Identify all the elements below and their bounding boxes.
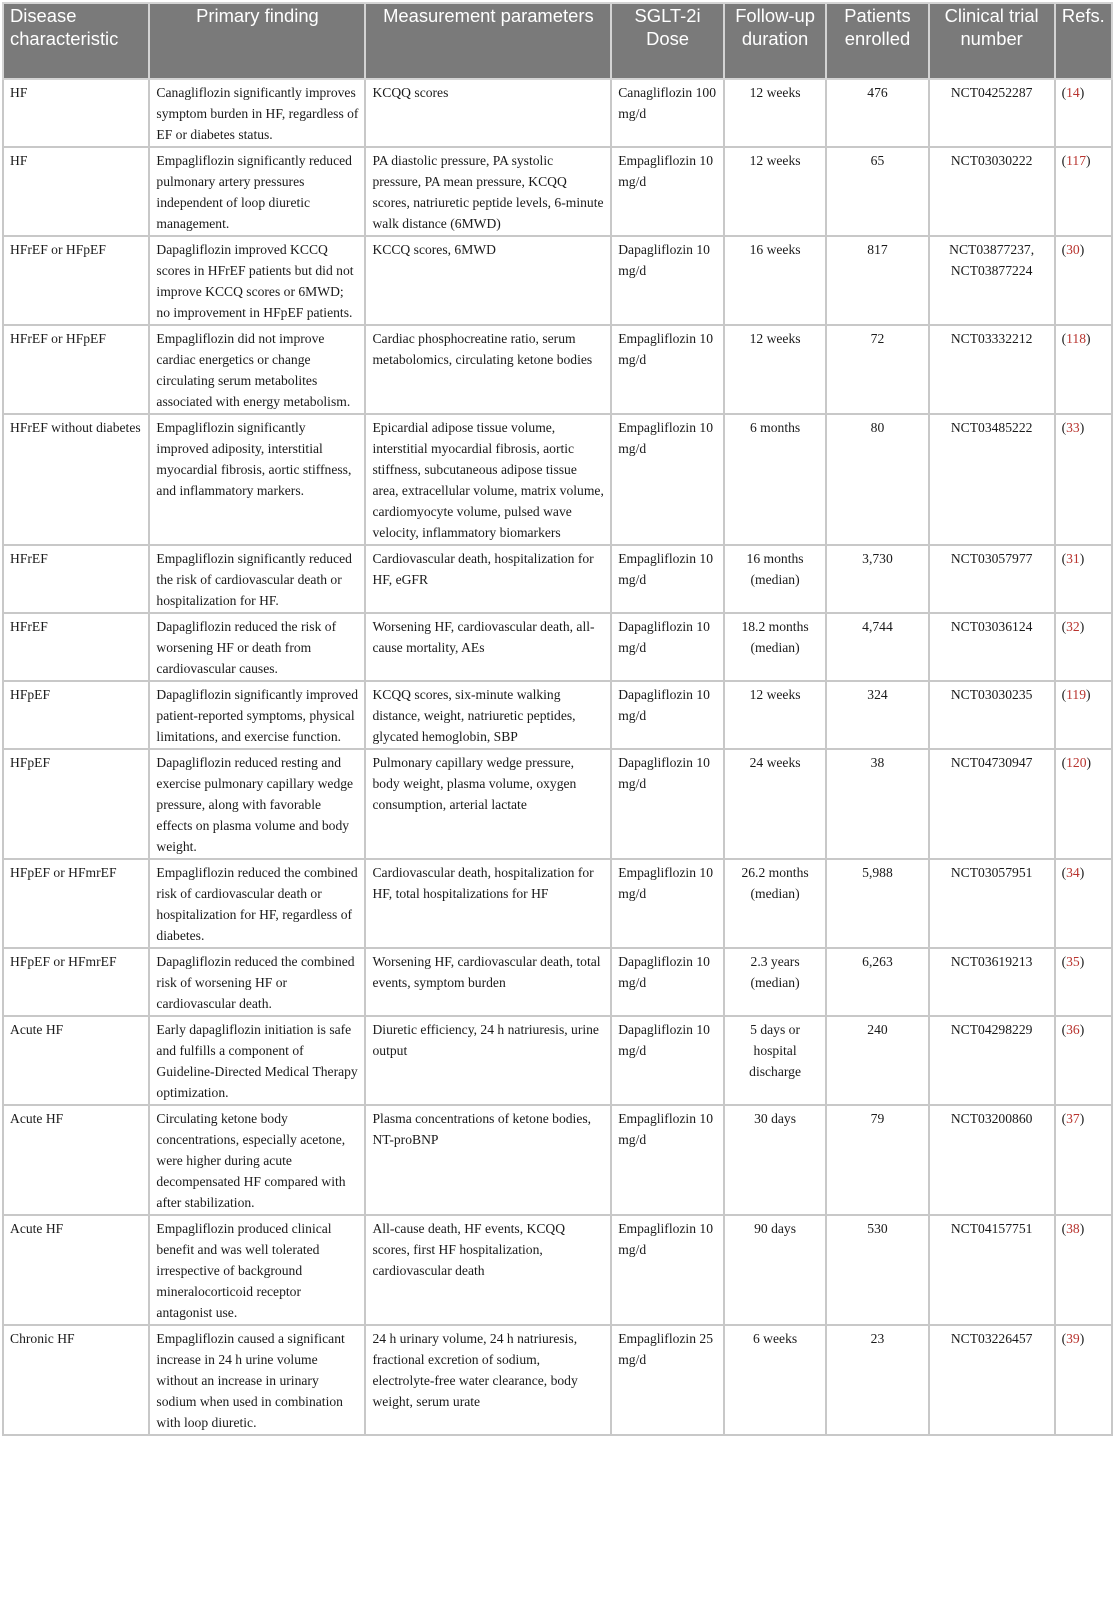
clinical-trial-number-cell: NCT03036124: [929, 613, 1055, 681]
patients-enrolled-cell: 324: [826, 681, 928, 749]
reference-link[interactable]: 32: [1066, 619, 1080, 634]
primary-finding-cell: Dapagliflozin improved KCCQ scores in HFrEF patients but did not improve KCCQ scores or 6MWD; no improvement in HFpEF patients.: [149, 236, 365, 325]
measurement-parameters-cell: KCCQ scores, 6MWD: [365, 236, 611, 325]
follow-up-duration-cell: 5 days or hospital discharge: [724, 1016, 826, 1105]
clinical-trial-number-cell: NCT03619213: [929, 948, 1055, 1016]
table-row: [3, 1325, 1112, 1435]
measurement-parameters-cell: PA diastolic pressure, PA systolic pressure, PA mean pressure, KCQQ scores, natriuretic peptide levels, 6-minute walk distance (6MWD): [365, 147, 611, 236]
table-row: [3, 681, 1112, 749]
primary-finding-cell: Dapagliflozin reduced the combined risk of worsening HF or cardiovascular death.: [149, 948, 365, 1016]
disease-characteristic-cell: HFpEF or HFmrEF: [3, 859, 149, 948]
header-clinical-trial-number: Clinical trial number: [929, 3, 1055, 79]
reference-link[interactable]: 33: [1066, 420, 1080, 435]
patients-enrolled-cell: 23: [826, 1325, 928, 1435]
table-row: [3, 1215, 1112, 1325]
refs-cell: (33): [1055, 414, 1112, 545]
reference-link[interactable]: 34: [1066, 865, 1080, 880]
sglt2i-dose-cell: Dapagliflozin 10 mg/d: [611, 613, 724, 681]
reference-link[interactable]: 37: [1066, 1111, 1080, 1126]
clinical-trial-number-cell: NCT03877237, NCT03877224: [929, 236, 1055, 325]
measurement-parameters-cell: All-cause death, HF events, KCQQ scores, first HF hospitalization, cardiovascular death: [365, 1215, 611, 1325]
disease-characteristic-cell: Acute HF: [3, 1016, 149, 1105]
follow-up-duration-cell: 12 weeks: [724, 325, 826, 414]
disease-characteristic-cell: Acute HF: [3, 1105, 149, 1215]
follow-up-duration-cell: 30 days: [724, 1105, 826, 1215]
patients-enrolled-cell: 3,730: [826, 545, 928, 613]
primary-finding-cell: Circulating ketone body concentrations, especially acetone, were higher during acute decompensated HF compared with after stabilization.: [149, 1105, 365, 1215]
sglt2i-dose-cell: Canagliflozin 100 mg/d: [611, 79, 724, 147]
reference-link[interactable]: 120: [1066, 755, 1087, 770]
measurement-parameters-cell: KCQQ scores: [365, 79, 611, 147]
primary-finding-cell: Empagliflozin did not improve cardiac energetics or change circulating serum metabolites associated with energy metabolism.: [149, 325, 365, 414]
refs-cell: (30): [1055, 236, 1112, 325]
header-patients-enrolled: Patients enrolled: [826, 3, 928, 79]
sglt2i-dose-cell: Dapagliflozin 10 mg/d: [611, 236, 724, 325]
refs-cell: (31): [1055, 545, 1112, 613]
header-primary-finding: Primary finding: [149, 3, 365, 79]
measurement-parameters-cell: Diuretic efficiency, 24 h natriuresis, urine output: [365, 1016, 611, 1105]
sglt2i-dose-cell: Empagliflozin 10 mg/d: [611, 859, 724, 948]
measurement-parameters-cell: Cardiovascular death, hospitalization for HF, total hospitalizations for HF: [365, 859, 611, 948]
follow-up-duration-cell: 6 months: [724, 414, 826, 545]
follow-up-duration-cell: 2.3 years (median): [724, 948, 826, 1016]
sglt2i-dose-cell: Empagliflozin 10 mg/d: [611, 545, 724, 613]
follow-up-duration-cell: 6 weeks: [724, 1325, 826, 1435]
header-measurement-parameters: Measurement parameters: [365, 3, 611, 79]
sglt2i-dose-cell: Dapagliflozin 10 mg/d: [611, 1016, 724, 1105]
primary-finding-cell: Empagliflozin significantly improved adiposity, interstitial myocardial fibrosis, aortic stiffness, and inflammatory markers.: [149, 414, 365, 545]
header-sglt2i-dose: SGLT-2i Dose: [611, 3, 724, 79]
clinical-trial-number-cell: NCT03030235: [929, 681, 1055, 749]
patients-enrolled-cell: 79: [826, 1105, 928, 1215]
measurement-parameters-cell: Worsening HF, cardiovascular death, all-cause mortality, AEs: [365, 613, 611, 681]
disease-characteristic-cell: HF: [3, 147, 149, 236]
refs-cell: (117): [1055, 147, 1112, 236]
table-row: [3, 1016, 1112, 1105]
primary-finding-cell: Dapagliflozin reduced the risk of worsening HF or death from cardiovascular causes.: [149, 613, 365, 681]
clinical-trial-number-cell: NCT04298229: [929, 1016, 1055, 1105]
patients-enrolled-cell: 530: [826, 1215, 928, 1325]
disease-characteristic-cell: HFrEF without diabetes: [3, 414, 149, 545]
disease-characteristic-cell: HFpEF or HFmrEF: [3, 948, 149, 1016]
disease-characteristic-cell: HFrEF or HFpEF: [3, 236, 149, 325]
patients-enrolled-cell: 65: [826, 147, 928, 236]
sglt2i-dose-cell: Empagliflozin 10 mg/d: [611, 147, 724, 236]
refs-cell: (14): [1055, 79, 1112, 147]
sglt2i-dose-cell: Empagliflozin 10 mg/d: [611, 1215, 724, 1325]
measurement-parameters-cell: KCQQ scores, six-minute walking distance, weight, natriuretic peptides, glycated hemoglobin, SBP: [365, 681, 611, 749]
table-row: [3, 236, 1112, 325]
clinical-trial-number-cell: NCT04157751: [929, 1215, 1055, 1325]
patients-enrolled-cell: 4,744: [826, 613, 928, 681]
patients-enrolled-cell: 80: [826, 414, 928, 545]
clinical-trial-number-cell: NCT03226457: [929, 1325, 1055, 1435]
reference-link[interactable]: 38: [1066, 1221, 1080, 1236]
sglt2i-dose-cell: Dapagliflozin 10 mg/d: [611, 948, 724, 1016]
clinical-trial-number-cell: NCT03057977: [929, 545, 1055, 613]
primary-finding-cell: Empagliflozin significantly reduced pulmonary artery pressures independent of loop diuretic management.: [149, 147, 365, 236]
disease-characteristic-cell: Chronic HF: [3, 1325, 149, 1435]
refs-cell: (39): [1055, 1325, 1112, 1435]
follow-up-duration-cell: 12 weeks: [724, 681, 826, 749]
header-follow-up-duration: Follow-up duration: [724, 3, 826, 79]
refs-cell: (120): [1055, 749, 1112, 859]
disease-characteristic-cell: Acute HF: [3, 1215, 149, 1325]
reference-link[interactable]: 35: [1066, 954, 1080, 969]
disease-characteristic-cell: HFpEF: [3, 681, 149, 749]
patients-enrolled-cell: 72: [826, 325, 928, 414]
measurement-parameters-cell: Cardiac phosphocreatine ratio, serum metabolomics, circulating ketone bodies: [365, 325, 611, 414]
table-header-row: [3, 3, 1112, 79]
follow-up-duration-cell: 18.2 months (median): [724, 613, 826, 681]
clinical-trial-number-cell: NCT03332212: [929, 325, 1055, 414]
primary-finding-cell: Dapagliflozin reduced resting and exercise pulmonary capillary wedge pressure, along with favorable effects on plasma volume and body weight.: [149, 749, 365, 859]
measurement-parameters-cell: 24 h urinary volume, 24 h natriuresis, fractional excretion of sodium, electrolyte-free water clearance, body weight, serum urate: [365, 1325, 611, 1435]
sglt2i-dose-cell: Empagliflozin 10 mg/d: [611, 325, 724, 414]
refs-cell: (118): [1055, 325, 1112, 414]
header-refs: Refs.: [1055, 3, 1112, 79]
table-row: [3, 147, 1112, 236]
refs-cell: (32): [1055, 613, 1112, 681]
patients-enrolled-cell: 817: [826, 236, 928, 325]
sglt2i-dose-cell: Empagliflozin 10 mg/d: [611, 1105, 724, 1215]
reference-link[interactable]: 117: [1066, 153, 1087, 168]
clinical-trial-number-cell: NCT03485222: [929, 414, 1055, 545]
refs-cell: (119): [1055, 681, 1112, 749]
primary-finding-cell: Early dapagliflozin initiation is safe and fulfills a component of Guideline-Directed Medical Therapy optimization.: [149, 1016, 365, 1105]
primary-finding-cell: Canagliflozin significantly improves symptom burden in HF, regardless of EF or diabetes status.: [149, 79, 365, 147]
patients-enrolled-cell: 240: [826, 1016, 928, 1105]
reference-link[interactable]: 36: [1066, 1022, 1080, 1037]
disease-characteristic-cell: HFrEF: [3, 613, 149, 681]
sglt2i-dose-cell: Empagliflozin 10 mg/d: [611, 414, 724, 545]
table-row: [3, 1105, 1112, 1215]
follow-up-duration-cell: 16 months (median): [724, 545, 826, 613]
reference-link[interactable]: 30: [1066, 242, 1080, 257]
table-row: [3, 859, 1112, 948]
primary-finding-cell: Empagliflozin reduced the combined risk of cardiovascular death or hospitalization for HF, regardless of diabetes.: [149, 859, 365, 948]
table-row: [3, 749, 1112, 859]
measurement-parameters-cell: Pulmonary capillary wedge pressure, body weight, plasma volume, oxygen consumption, arterial lactate: [365, 749, 611, 859]
sglt2i-dose-cell: Dapagliflozin 10 mg/d: [611, 681, 724, 749]
clinical-trials-table: [2, 2, 1113, 1436]
sglt2i-dose-cell: Dapagliflozin 10 mg/d: [611, 749, 724, 859]
patients-enrolled-cell: 5,988: [826, 859, 928, 948]
follow-up-duration-cell: 12 weeks: [724, 79, 826, 147]
refs-cell: (37): [1055, 1105, 1112, 1215]
primary-finding-cell: Dapagliflozin significantly improved patient-reported symptoms, physical limitations, and exercise function.: [149, 681, 365, 749]
clinical-trial-number-cell: NCT03057951: [929, 859, 1055, 948]
reference-link[interactable]: 31: [1066, 551, 1080, 566]
follow-up-duration-cell: 24 weeks: [724, 749, 826, 859]
table-row: [3, 79, 1112, 147]
reference-link[interactable]: 39: [1066, 1331, 1080, 1346]
patients-enrolled-cell: 38: [826, 749, 928, 859]
refs-cell: (35): [1055, 948, 1112, 1016]
clinical-trial-number-cell: NCT04730947: [929, 749, 1055, 859]
reference-link[interactable]: 119: [1066, 687, 1087, 702]
disease-characteristic-cell: HF: [3, 79, 149, 147]
measurement-parameters-cell: Epicardial adipose tissue volume, interstitial myocardial fibrosis, aortic stiffness, subcutaneous adipose tissue area, extracellular volume, matrix volume, cardiomyocyte volume, pulsed wave velocity, inflammatory biomarkers: [365, 414, 611, 545]
clinical-trial-number-cell: NCT03030222: [929, 147, 1055, 236]
follow-up-duration-cell: 16 weeks: [724, 236, 826, 325]
primary-finding-cell: Empagliflozin caused a significant increase in 24 h urine volume without an increase in urinary sodium when used in combination with loop diuretic.: [149, 1325, 365, 1435]
table-body: [3, 79, 1112, 1435]
follow-up-duration-cell: 90 days: [724, 1215, 826, 1325]
refs-cell: (36): [1055, 1016, 1112, 1105]
refs-cell: (34): [1055, 859, 1112, 948]
header-disease-characteristic: Disease characteristic: [3, 3, 149, 79]
measurement-parameters-cell: Worsening HF, cardiovascular death, total events, symptom burden: [365, 948, 611, 1016]
primary-finding-cell: Empagliflozin significantly reduced the risk of cardiovascular death or hospitalization for HF.: [149, 545, 365, 613]
reference-link[interactable]: 118: [1066, 331, 1087, 346]
table-row: [3, 414, 1112, 545]
patients-enrolled-cell: 476: [826, 79, 928, 147]
table-row: [3, 325, 1112, 414]
table-row: [3, 948, 1112, 1016]
disease-characteristic-cell: HFrEF or HFpEF: [3, 325, 149, 414]
follow-up-duration-cell: 26.2 months (median): [724, 859, 826, 948]
reference-link[interactable]: 14: [1066, 85, 1080, 100]
patients-enrolled-cell: 6,263: [826, 948, 928, 1016]
follow-up-duration-cell: 12 weeks: [724, 147, 826, 236]
disease-characteristic-cell: HFrEF: [3, 545, 149, 613]
table-row: [3, 545, 1112, 613]
clinical-trial-number-cell: NCT03200860: [929, 1105, 1055, 1215]
measurement-parameters-cell: Plasma concentrations of ketone bodies, NT-proBNP: [365, 1105, 611, 1215]
clinical-trial-number-cell: NCT04252287: [929, 79, 1055, 147]
sglt2i-dose-cell: Empagliflozin 25 mg/d: [611, 1325, 724, 1435]
refs-cell: (38): [1055, 1215, 1112, 1325]
disease-characteristic-cell: HFpEF: [3, 749, 149, 859]
primary-finding-cell: Empagliflozin produced clinical benefit and was well tolerated irrespective of background mineralocorticoid receptor antagonist use.: [149, 1215, 365, 1325]
table-row: [3, 613, 1112, 681]
measurement-parameters-cell: Cardiovascular death, hospitalization for HF, eGFR: [365, 545, 611, 613]
